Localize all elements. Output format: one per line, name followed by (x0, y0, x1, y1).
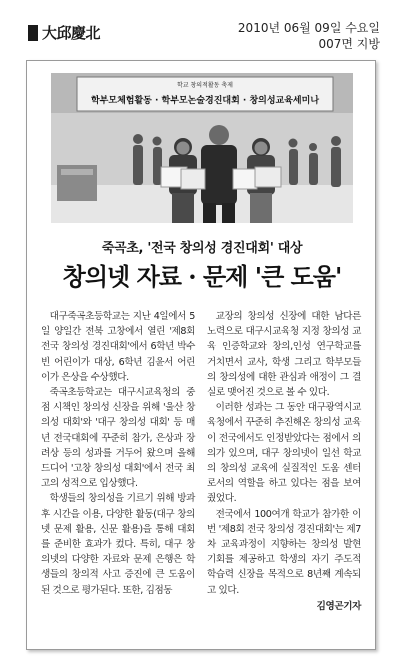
masthead (28, 22, 100, 43)
masthead-name: 大邱慶北 (42, 24, 101, 42)
banner-text: 학부모체험활동 · 학부모논술경진대회 · 창의성교육세미나 (90, 96, 320, 106)
article-photo (51, 73, 353, 223)
article-paragraph: 대구죽곡초등학교는 지난 4일에서 5일 양일간 전북 고창에서 열린 '제8회 전국 창의성 경진대회'에서 6학년 박수빈 어린이가 대상, 6학년 김윤서 어린이가 은상을 수상했다. (41, 311, 195, 383)
publication-date: 2010년 06월 09일 수요일 (237, 21, 380, 35)
article-paragraph: 이러한 성과는 그 동안 대구광역시교육청에서 꾸준히 추진해온 창의성 교육이 전국에서도 인정받았다는 점에서 의의가 있으며, 대구 창의넷이 일선 학교의 창의성 교육에 실질적인 도움 센터로서의 역할을 하고 있다는 점을 보여줬었다. (207, 402, 361, 505)
article-paragraph: 죽곡초등학교는 대구시교육청의 중점 시책인 창의성 신장을 위해 '울산 창의성 대회'와 '대구 창의성 대회' 등 매년 전국대회에 꾸준히 참가, 은상과 장려상 등의 성과를 거두어 왔으며 올해 드디어 '고창 창의성 대회'에서 전국 최고의 성적으로 입상했다. (41, 387, 195, 490)
article-paragraph: 전국에서 100여개 학교가 참가한 이번 '제8회 전국 창의성 경진대회'는 제7차 교육과정이 지향하는 창의성 발현 기회를 제공하고 학생의 자기 주도적 학습력 신장을 목적으로 8년째 계속되고 있다. (207, 508, 361, 596)
page-section: 007면 지방 (318, 37, 380, 51)
article-byline: 김영곤기자 (316, 600, 361, 612)
article-clipping (26, 60, 376, 650)
article-headline: 창의넷 자료 · 문제 '큰 도움' (62, 262, 342, 291)
article-column-right (207, 309, 361, 614)
article-column-left (41, 309, 195, 598)
article-paragraph: 교장의 창의성 신장에 대한 남다른 노력으로 대구시교육청 지정 창의성 교육 인증학교와 창의,인성 연구학교를 거치면서 교사, 학생 그리고 학부모들의 창의성에 대한 관심과 애정이 그 결실로 맺어진 것으로 볼 수 있다. (207, 311, 361, 399)
award-photo-illustration (51, 73, 353, 223)
article-subhead: 죽곡초, '전국 창의성 경진대회' 대상 (101, 241, 303, 256)
masthead-logo-icon (28, 25, 38, 41)
article-paragraph: 학생들의 창의성을 기르기 위해 방과 후 시간을 이용, 다양한 활동(대구 창의넷 문제 활용, 신문 활용)을 통해 대회를 준비한 효과가 컸다. 특히, 대구 창의넷의 다양한 자료와 문제 은행은 학생들의 창의적 사고 증진에 큰 도움이 된 것으로 평가된다. 또한, 김점동 (41, 493, 195, 596)
banner-top-text: 학교 창의적활동 축제 (177, 82, 233, 89)
dateline (238, 20, 380, 52)
